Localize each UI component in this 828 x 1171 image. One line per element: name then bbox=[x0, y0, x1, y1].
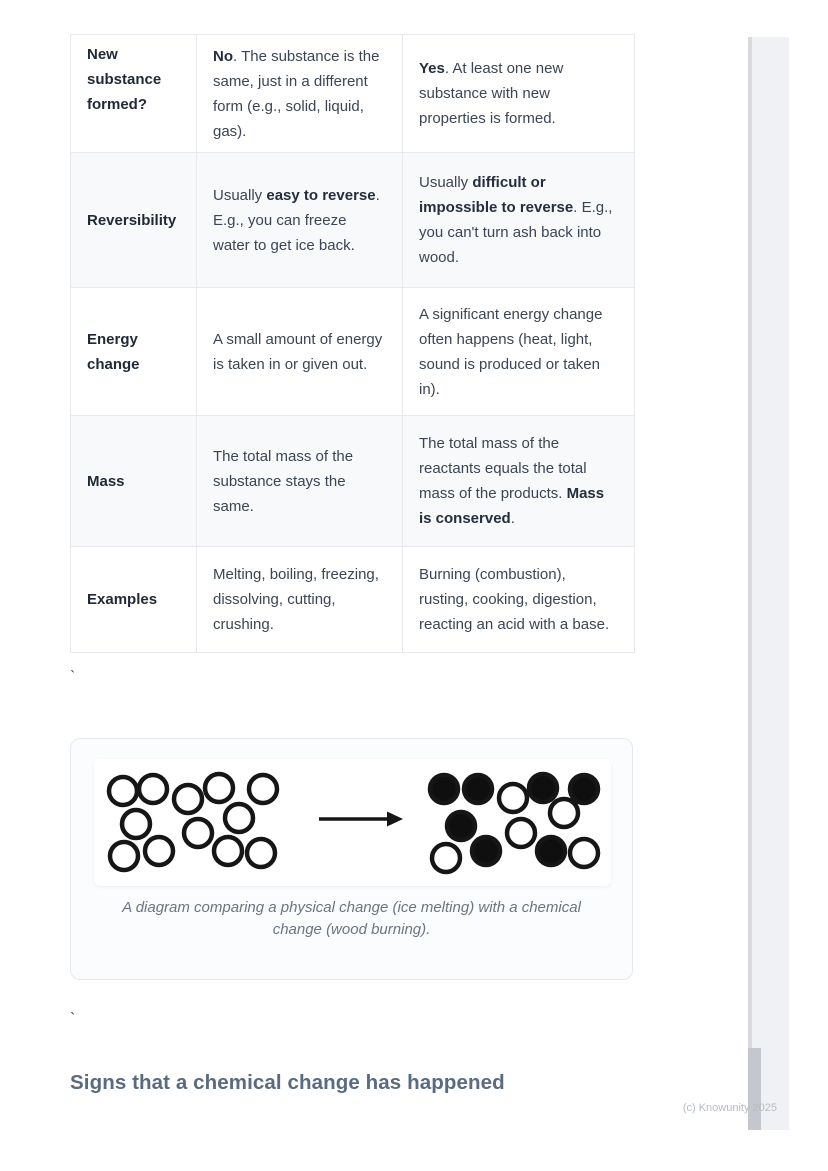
open-particle-right bbox=[499, 784, 527, 812]
scrollbar-thumb[interactable] bbox=[748, 1048, 761, 1130]
open-particle-left bbox=[214, 837, 242, 865]
section-heading: Signs that a chemical change has happened bbox=[70, 1071, 505, 1094]
table-row bbox=[71, 35, 634, 152]
table-row bbox=[71, 546, 634, 652]
arrow-head-icon bbox=[387, 812, 403, 827]
open-particle-left bbox=[249, 775, 277, 803]
chemical-change-cell bbox=[402, 416, 634, 546]
row-label: New substance formed? bbox=[87, 46, 162, 113]
filled-particle-right bbox=[447, 812, 475, 840]
row-label-cell bbox=[71, 547, 196, 652]
text: Usually bbox=[419, 174, 473, 191]
stray-backtick-2: ` bbox=[70, 1011, 76, 1028]
text: The total mass of the reactants equals the total mass of the products. bbox=[419, 435, 587, 502]
chemical-change-cell bbox=[402, 35, 634, 152]
open-particle-left bbox=[174, 785, 202, 813]
open-particle-left bbox=[110, 842, 138, 870]
physical-change-cell bbox=[196, 35, 402, 152]
bold-text: Yes bbox=[419, 60, 445, 77]
physical-change-cell bbox=[196, 153, 402, 287]
text: Burning (combustion), rusting, cooking, digestion, reacting an acid with a base. bbox=[419, 566, 610, 633]
row-label-cell bbox=[71, 288, 196, 415]
text: . At least one new substance with new properties is formed. bbox=[419, 60, 564, 127]
bold-text: easy to reverse bbox=[266, 186, 376, 204]
chemical-change-cell bbox=[402, 153, 634, 287]
figure-caption bbox=[71, 897, 632, 941]
figure-caption-text: A diagram comparing a physical change (ice melting) with a chemical change (wood burning). bbox=[122, 899, 581, 938]
bold-text: difficult or impossible to reverse bbox=[419, 174, 574, 216]
cell-text bbox=[213, 562, 386, 637]
cell-text bbox=[419, 562, 618, 637]
bold-text: No bbox=[213, 47, 233, 65]
cell-text bbox=[213, 444, 386, 519]
scrollbar-track[interactable] bbox=[748, 37, 789, 1130]
open-particle-right bbox=[550, 799, 578, 827]
table-row bbox=[71, 415, 634, 546]
text: A significant energy change often happens (heat, light, sound is produced or taken in). bbox=[419, 305, 603, 398]
figure-card bbox=[70, 738, 633, 980]
cell-text bbox=[213, 44, 386, 144]
open-particle-right bbox=[432, 844, 460, 872]
text: . bbox=[510, 510, 515, 527]
particle-diagram bbox=[94, 759, 611, 886]
filled-particle-right bbox=[430, 775, 458, 803]
open-particle-left bbox=[145, 837, 173, 865]
open-particle-left bbox=[225, 804, 253, 832]
open-particle-left bbox=[205, 774, 233, 802]
table-row bbox=[71, 287, 634, 415]
open-particle-left bbox=[122, 810, 150, 838]
open-particle-right bbox=[570, 839, 598, 867]
row-label: Energy change bbox=[87, 330, 140, 373]
row-label: Reversibility bbox=[87, 211, 177, 229]
filled-particle-right bbox=[529, 774, 557, 802]
text: A small amount of energy is taken in or given out. bbox=[213, 330, 383, 373]
bold-text: Mass is conserved bbox=[419, 485, 605, 527]
text: Melting, boiling, freezing, dissolving, cutting, crushing. bbox=[213, 566, 379, 633]
filled-particle-right bbox=[537, 837, 565, 865]
row-label-cell bbox=[71, 153, 196, 287]
physical-change-cell bbox=[196, 288, 402, 415]
particle-diagram-panel bbox=[94, 759, 611, 886]
physical-change-cell bbox=[196, 547, 402, 652]
watermark: (c) Knowunity 2025 bbox=[682, 1102, 777, 1114]
cell-text bbox=[213, 327, 386, 377]
stray-backtick-1: ` bbox=[70, 669, 76, 686]
row-label-cell bbox=[71, 416, 196, 546]
open-particle-right bbox=[507, 819, 535, 847]
text: . The substance is the same, just in a different form (e.g., solid, liquid, gas). bbox=[213, 47, 380, 140]
open-particle-left bbox=[184, 819, 212, 847]
cell-text bbox=[419, 56, 618, 131]
cell-text bbox=[419, 170, 618, 270]
physical-change-cell bbox=[196, 416, 402, 546]
row-label: Mass bbox=[87, 472, 125, 490]
text: The total mass of the substance stays the same. bbox=[213, 447, 354, 515]
text: Usually bbox=[213, 186, 267, 204]
cell-text bbox=[213, 183, 386, 258]
chemical-change-cell bbox=[402, 288, 634, 415]
text: . E.g., you can freeze water to get ice back. bbox=[213, 186, 380, 254]
cell-text bbox=[419, 302, 618, 402]
cell-text bbox=[419, 431, 618, 531]
comparison-table bbox=[70, 34, 635, 653]
filled-particle-right bbox=[472, 837, 500, 865]
text: . E.g., you can't turn ash back into wood. bbox=[419, 199, 613, 266]
filled-particle-right bbox=[570, 775, 598, 803]
row-label-cell bbox=[71, 35, 196, 152]
table-row bbox=[71, 152, 634, 287]
open-particle-left bbox=[247, 839, 275, 867]
open-particle-left bbox=[139, 775, 167, 803]
filled-particle-right bbox=[464, 775, 492, 803]
open-particle-left bbox=[109, 777, 137, 805]
row-label: Examples bbox=[87, 591, 158, 608]
chemical-change-cell bbox=[402, 547, 634, 652]
